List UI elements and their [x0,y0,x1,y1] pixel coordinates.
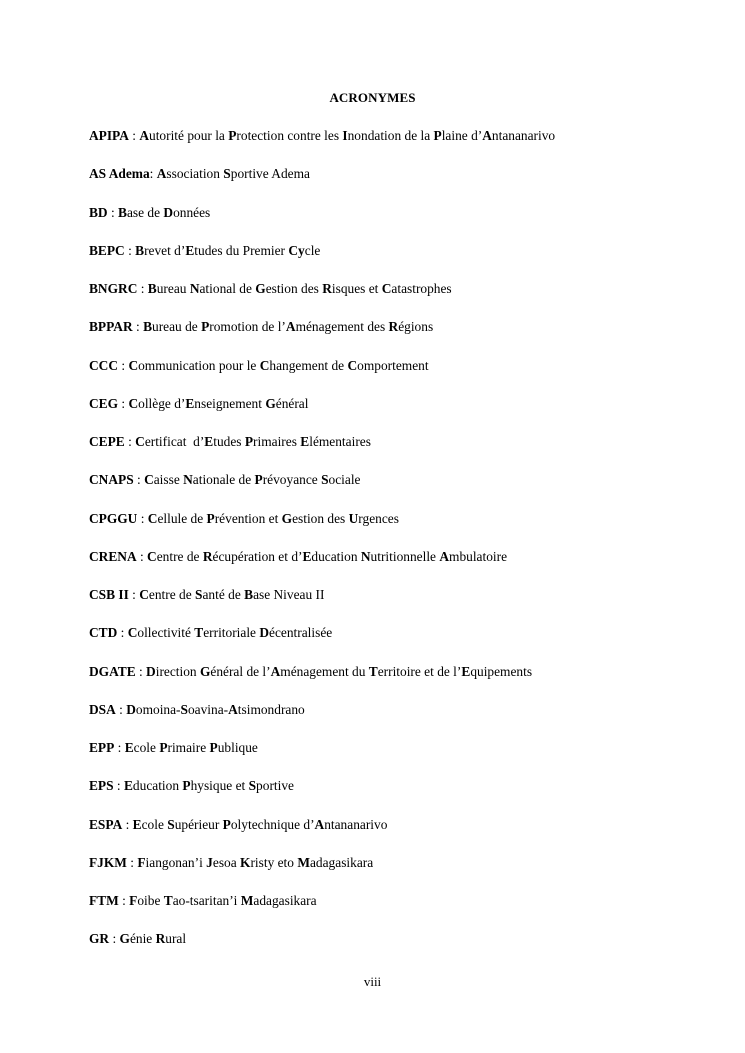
definition-initial: R [155,931,166,947]
definition-text: énéral de l’ [210,663,271,679]
acronym-definition [128,625,333,640]
definition-initial: M [297,854,310,870]
acronym-separator: : [137,510,148,526]
definition-text: énéral [275,395,309,411]
definition-text: atastrophes [391,281,452,296]
acronym-abbreviation: BD [89,204,108,220]
definition-initial: C [347,357,358,373]
definition-initial: K [240,854,251,870]
definition-text: ociale [328,472,361,488]
acronym-entry [89,357,709,395]
page-title: ACRONYMES [329,90,416,105]
acronym-abbreviation: AS Adema [89,166,150,182]
acronym-entry [89,280,709,318]
acronym-separator: : [117,625,128,641]
acronym-entry [89,395,709,433]
definition-text: quipements [470,663,533,679]
acronym-definition [144,472,360,487]
definition-initial: R [322,281,332,296]
acronym-abbreviation: CRENA [89,548,137,564]
definition-text: ollège d’ [138,395,186,411]
definition-initial: P [182,778,191,794]
acronym-entry [89,930,709,968]
acronym-abbreviation: CEG [89,395,119,411]
definition-text: cole [141,816,168,832]
definition-text: tsimondrano [237,701,305,717]
definition-text: omportement [357,357,429,373]
acronym-separator: : [107,204,119,220]
acronym-definition [120,931,187,946]
definition-text: nondation de la [347,128,434,143]
definition-initial: A [314,816,325,832]
acronym-abbreviation: DSA [89,701,116,717]
definition-text: aisse [153,472,184,488]
definition-initial: T [163,893,173,908]
definition-initial: G [281,510,293,526]
acronym-abbreviation: CEPE [89,434,125,449]
acronym-entry [89,127,709,165]
definition-initial: S [223,166,231,182]
definition-text: olytechnique d’ [230,816,315,832]
acronym-abbreviation: BNGRC [89,281,138,296]
definition-initial: N [183,472,193,488]
definition-text: laine d’ [441,128,483,143]
definition-text: égions [398,319,434,335]
definition-text: esoa [212,854,241,870]
definition-text: upérieur [174,816,223,832]
acronym-abbreviation: DGATE [89,663,136,679]
acronym-entry [89,242,709,280]
acronym-separator: : [114,740,125,755]
definition-initial: G [199,663,211,679]
definition-initial: G [255,281,266,296]
acronym-definition [143,319,433,334]
definition-initial: E [132,816,142,832]
definition-text: ase Niveau II [253,587,325,602]
definition-initial: P [159,740,168,755]
definition-text: adagasikara [309,854,374,870]
definition-initial: P [228,128,237,143]
acronym-separator: : [124,242,136,258]
definition-text: ural [165,931,187,947]
definition-initial: G [265,395,276,411]
acronym-abbreviation: GR [89,931,110,947]
acronym-abbreviation: BPPAR [89,319,133,335]
definition-text: rimaires [253,434,301,449]
acronym-separator: : [128,587,140,602]
definition-text: ducation [311,548,361,564]
definition-initial: C [128,395,139,411]
definition-text: portive Adema [230,166,310,182]
acronym-separator: : [118,893,130,908]
acronym-definition [135,434,371,449]
acronym-entry [89,471,709,509]
acronym-separator: : [149,166,157,182]
acronym-separator: : [113,778,124,794]
acronym-abbreviation: APIPA [89,128,129,143]
definition-text: romotion de l’ [209,319,286,335]
definition-text: rotection contre les [236,128,343,143]
acronym-entry [89,739,709,777]
definition-initial: N [189,281,200,296]
definition-text: utritionnelle [370,548,440,564]
definition-text: estion des [265,281,323,296]
definition-text: anté de [202,587,245,602]
definition-initial: P [201,319,210,335]
definition-text: tudes [213,434,245,449]
acronym-definition [157,166,310,181]
definition-initial: E [461,663,471,679]
definition-text: écupération et d’ [212,548,303,564]
definition-text: hysique et [190,778,249,794]
definition-initial: A [285,319,296,335]
definition-initial: E [302,548,312,564]
acronym-entry [89,892,709,930]
definition-initial: R [202,548,213,564]
definition-initial: P [222,816,231,832]
definition-text: adagasikara [253,893,317,908]
definition-text: ntananarivo [491,128,556,143]
definition-initial: F [137,854,146,870]
acronym-separator: : [135,663,147,679]
definition-text: cle [304,242,321,258]
acronym-definition [128,396,308,411]
definition-initial: A [482,128,492,143]
acronym-abbreviation: FJKM [89,854,127,870]
definition-text: ellule de [157,510,207,526]
definition-text: rimaire [167,740,210,755]
acronym-abbreviation: CSB II [89,587,129,602]
definition-initial: S [180,701,188,717]
acronym-definition [128,358,428,373]
definition-text: rgences [358,510,399,526]
acronym-abbreviation: CNAPS [89,472,134,488]
definition-text: onnées [173,204,211,220]
definition-text: ducation [132,778,183,794]
acronym-definition [118,205,210,220]
definition-initial: E [124,740,134,755]
definition-text: oibe [137,893,164,908]
definition-text: revet d’ [144,242,186,258]
definition-initial: B [135,242,145,258]
acronym-entry [89,777,709,815]
acronym-separator: : [133,472,145,488]
definition-initial: P [209,740,218,755]
definition-initial: P [254,472,263,488]
definition-text: écentralisée [269,625,333,641]
definition-text: erritoire et de l’ [377,663,462,679]
definition-text: ase de [126,204,164,220]
acronym-definition [135,243,320,258]
definition-initial: E [123,778,133,794]
acronym-separator: : [132,319,144,335]
definition-initial: C [144,472,154,488]
acronym-separator: : [136,548,148,564]
acronym-abbreviation: EPP [89,740,115,755]
definition-initial: D [146,663,156,679]
definition-initial: A [139,128,150,143]
acronym-entry [89,433,709,471]
acronym-abbreviation: FTM [89,893,119,908]
acronym-separator: : [124,434,136,449]
definition-initial: A [439,548,450,564]
definition-initial: B [118,204,127,220]
definition-text: mbulatoire [449,548,508,564]
definition-text: ationale de [192,472,255,488]
definition-initial: I [342,128,348,143]
definition-text: isques et [331,281,382,296]
definition-initial: S [167,816,175,832]
definition-text: utorité pour la [149,128,229,143]
acronym-list [89,127,709,969]
acronym-abbreviation: BEPC [89,242,125,258]
definition-text: nseignement [194,395,266,411]
definition-text: entre de [156,548,203,564]
definition-initial: C [381,281,392,296]
acronym-definition [129,893,316,908]
definition-text: ollectivité [137,625,195,641]
definition-initial: E [204,434,214,449]
definition-initial: J [206,854,213,870]
definition-text: omoina- [135,701,181,717]
definition-text: iangonan’i [145,854,207,870]
definition-text: estion des [292,510,349,526]
definition-initial: S [195,587,203,602]
definition-initial: E [300,434,310,449]
definition-initial: M [240,893,254,908]
acronym-entry [89,204,709,242]
definition-text: risty eto [250,854,298,870]
definition-initial: F [129,893,138,908]
acronym-abbreviation: CCC [89,357,119,373]
acronym-abbreviation: CTD [89,625,118,641]
acronym-definition [125,740,258,755]
definition-text: ertificat d’ [144,434,205,449]
definition-text: irection [155,663,200,679]
definition-text: ssociation [166,166,224,182]
acronym-definition [126,702,305,717]
acronym-separator: : [137,281,148,296]
definition-initial: A [270,663,281,679]
definition-initial: C [139,587,149,602]
definition-initial: P [206,510,215,526]
acronym-separator: : [126,854,138,870]
acronym-entry [89,854,709,892]
definition-initial: U [348,510,359,526]
acronym-definition [147,549,507,564]
acronym-entry [89,510,709,548]
definition-text: ménagement des [295,319,389,335]
definition-text: énie [129,931,156,947]
definition-initial: P [433,128,442,143]
definition-initial: R [388,319,399,335]
acronym-definition [139,587,324,602]
acronym-abbreviation: ESPA [89,816,123,832]
acronym-definition [148,281,452,296]
acronym-entry [89,816,709,854]
definition-initial: S [248,778,257,794]
definition-text: ational de [199,281,256,296]
acronym-definition [148,511,399,526]
definition-initial: E [185,242,195,258]
acronym-separator: : [128,128,140,143]
acronym-definition [133,817,388,832]
definition-initial: A [156,166,167,182]
acronym-entry [89,586,709,624]
definition-initial: B [143,319,152,335]
definition-text: révoyance [262,472,322,488]
definition-initial: C [147,510,158,526]
definition-initial: E [185,395,195,411]
acronym-definition [124,778,294,793]
definition-initial: A [228,701,238,717]
definition-text: ublique [217,740,258,755]
definition-text: oavina- [187,701,229,717]
acronym-abbreviation: EPS [89,778,114,794]
acronym-separator: : [109,931,120,947]
definition-initial: S [321,472,329,488]
acronym-definition [146,664,532,679]
acronym-entry [89,548,709,586]
acronym-entry [89,663,709,701]
definition-initial: D [259,625,270,641]
definition-text: ntananarivo [324,816,388,832]
definition-initial: B [244,587,254,602]
definition-text: entre de [148,587,196,602]
definition-text: ao-tsaritan’i [172,893,241,908]
acronym-separator: : [122,816,133,832]
definition-initial: C [147,548,157,564]
acronym-separator: : [115,701,127,717]
definition-text: erritoriale [203,625,260,641]
acronym-separator: : [118,357,129,373]
definition-initial: C [127,625,138,641]
definition-text: hangement de [269,357,348,373]
definition-initial: D [163,204,174,220]
definition-text: lémentaires [309,434,371,449]
definition-text: ureau [156,281,190,296]
definition-initial: C [135,434,145,449]
acronym-entry [89,318,709,356]
definition-initial: P [244,434,254,449]
acronym-separator: : [118,395,129,411]
acronym-definition [139,128,555,143]
definition-text: ureau de [152,319,202,335]
definition-initial: D [126,701,136,717]
definition-text: tudes du Premier [194,242,289,258]
acronym-entry [89,165,709,203]
definition-text: cole [133,740,160,755]
definition-text: ommunication pour le [138,357,260,373]
acronym-definition [137,855,373,870]
acronym-entry [89,624,709,662]
page-number: viii [363,974,382,989]
definition-initial: B [147,281,157,296]
acronym-entry [89,701,709,739]
definition-initial: G [119,931,130,947]
acronym-abbreviation: CPGGU [89,510,138,526]
definition-initial: C [128,357,139,373]
definition-text: révention et [214,510,282,526]
definition-initial: Cy [288,242,305,258]
definition-text: ménagement du [280,663,369,679]
definition-initial: T [194,625,204,641]
definition-initial: T [368,663,378,679]
definition-text: portive [256,778,294,794]
definition-initial: N [360,548,371,564]
definition-initial: C [259,357,270,373]
